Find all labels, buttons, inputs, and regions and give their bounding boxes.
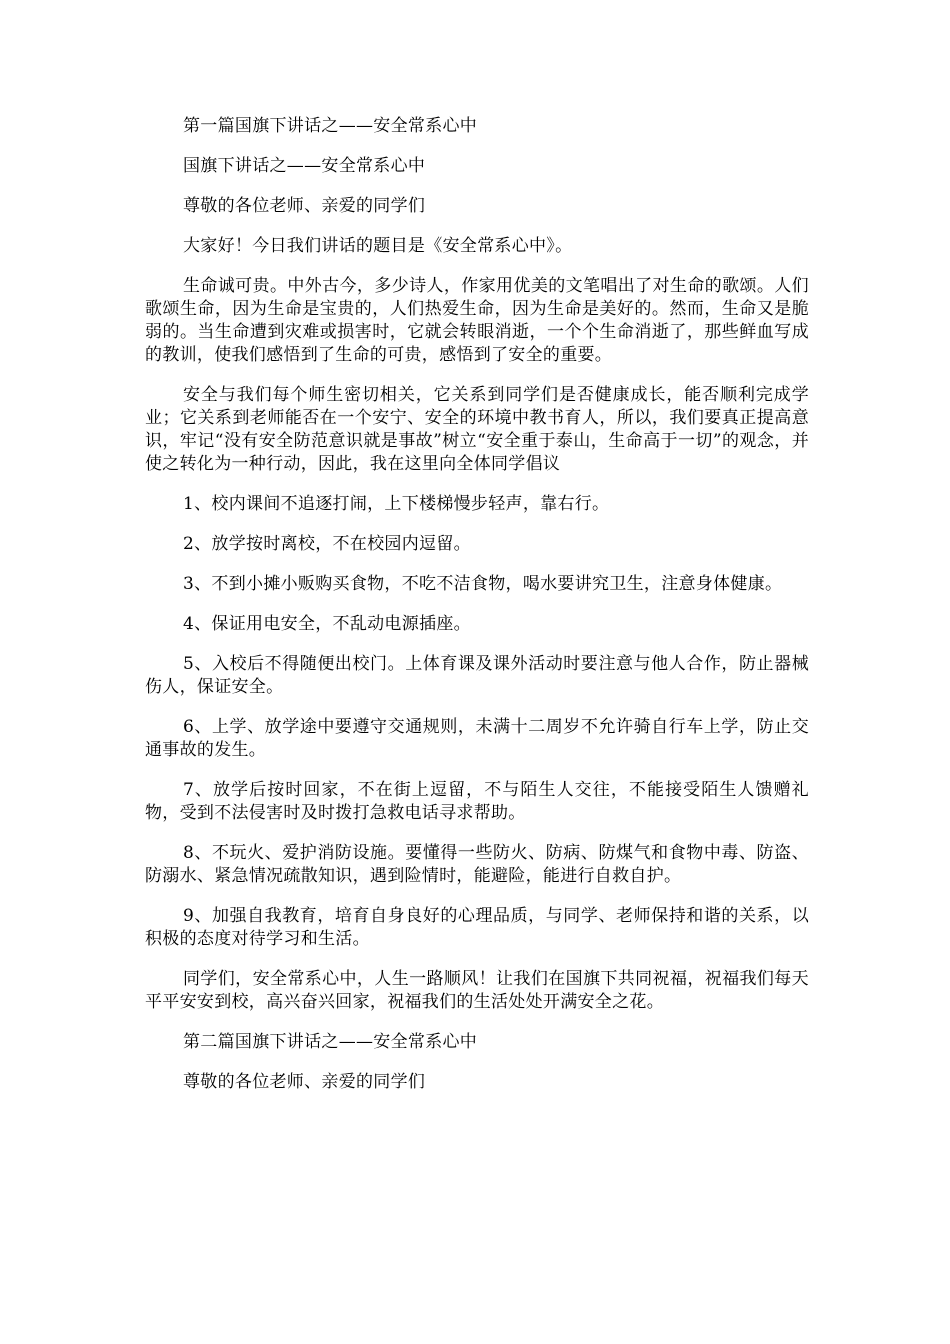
list-item: 6、上学、放学途中要遵守交通规则，未满十二周岁不允许骑自行车上学，防止交通事故的发生。 (145, 717, 809, 760)
document-body (145, 115, 809, 1111)
body-paragraph: 安全与我们每个师生密切相关，它关系到同学们是否健康成长，能否顺利完成学业；它关系到老师能否在一个安宁、安全的环境中教书育人，所以，我们要真正提高意识，牢记“没有安全防范意识就是事故”树立“安全重于泰山，生命高于一切”的观念，并使之转化为一种行动，因此，我在这里向全体同学倡议 (145, 385, 809, 474)
list-item: 7、放学后按时回家，不在街上逗留，不与陌生人交往，不能接受陌生人馈赠礼物，受到不法侵害时及时拨打急救电话寻求帮助。 (145, 780, 809, 823)
speech-subtitle: 国旗下讲话之——安全常系心中 (183, 156, 426, 176)
closing-paragraph: 同学们，安全常系心中，人生一路顺风！让我们在国旗下共同祝福，祝福我们每天平平安安到校，高兴奋兴回家，祝福我们的生活处处开满安全之花。 (145, 969, 809, 1012)
list-item: 2、放学按时离校，不在校园内逗留。 (183, 534, 471, 554)
list-item: 4、保证用电安全，不乱动电源插座。 (183, 614, 471, 634)
document-title: 第一篇国旗下讲话之——安全常系心中 (183, 116, 478, 136)
salutation: 尊敬的各位老师、亲爱的同学们 (183, 196, 426, 216)
list-item: 1、校内课间不追逐打闹，上下楼梯慢步轻声，靠右行。 (183, 494, 610, 514)
list-item: 5、入校后不得随便出校门。上体育课及课外活动时要注意与他人合作，防止器械伤人，保证安全。 (145, 654, 809, 697)
list-item: 8、不玩火、爱护消防设施。要懂得一些防火、防病、防煤气和食物中毒、防盗、防溺水、紧急情况疏散知识，遇到险情时，能避险，能进行自救自护。 (145, 843, 809, 886)
body-paragraph: 生命诚可贵。中外古今，多少诗人，作家用优美的文笔唱出了对生命的歌颂。人们歌颂生命，因为生命是宝贵的，人们热爱生命，因为生命是美好的。然而，生命又是脆弱的。当生命遭到灾难或损害时，它就会转眼消逝，一个个生命消逝了，那些鲜血写成的教训，使我们感悟到了生命的可贵，感悟到了安全的重要。 (145, 276, 809, 365)
list-item: 3、不到小摊小贩购买食物，不吃不洁食物，喝水要讲究卫生，注意身体健康。 (183, 574, 783, 594)
greeting: 大家好！今日我们讲话的题目是《安全常系心中》。 (183, 236, 573, 256)
second-article-title: 第二篇国旗下讲话之——安全常系心中 (183, 1032, 478, 1052)
list-item: 9、加强自我教育，培育自身良好的心理品质，与同学、老师保持和谐的关系，以积极的态度对待学习和生活。 (145, 906, 809, 949)
salutation: 尊敬的各位老师、亲爱的同学们 (183, 1072, 426, 1092)
